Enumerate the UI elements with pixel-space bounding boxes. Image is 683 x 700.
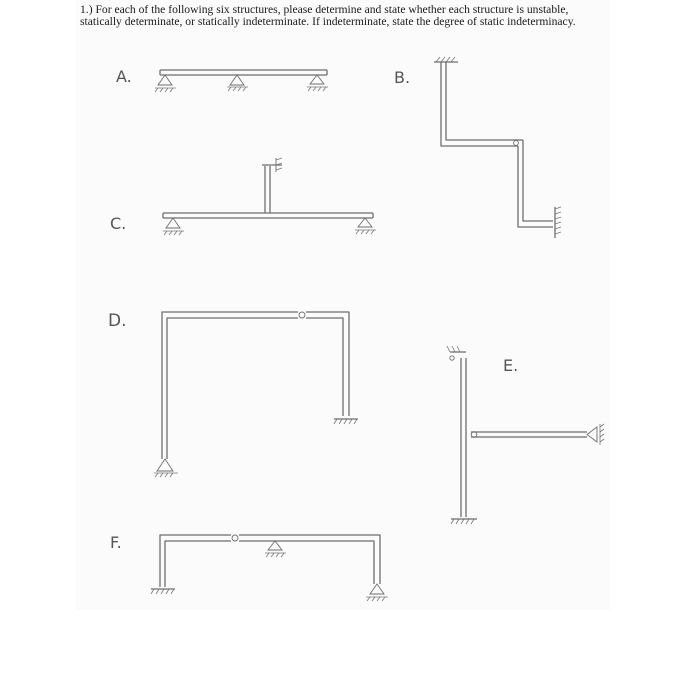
fixed-support-icon (151, 589, 175, 594)
label-f: F. (110, 533, 122, 552)
label-b: B. (394, 68, 411, 87)
beam-c (163, 166, 373, 218)
structure-c (110, 158, 376, 235)
roller-support-icon (155, 75, 176, 92)
frame-e (461, 358, 587, 517)
frame-f (160, 535, 380, 587)
hinge-icon (232, 535, 238, 541)
roller-support-icon (355, 218, 376, 234)
structure-d (108, 311, 358, 477)
pin-support-icon (366, 584, 388, 601)
hinge-icon (514, 141, 519, 146)
structure-f (110, 533, 388, 601)
structure-e (447, 346, 604, 524)
frame-d (162, 312, 349, 459)
frame-b (441, 62, 553, 227)
label-c: C. (110, 214, 127, 233)
pin-support-icon (227, 75, 248, 91)
hinge-icon (299, 312, 305, 318)
structure-b (394, 57, 561, 238)
pin-support-icon (587, 424, 604, 445)
question-text: 1.) For each of the following six structures, please determine and state whether each structure is unstable, statically determinate, or statically indeterminate. If indeterminate, state the degree of static indeterminacy. (80, 3, 576, 29)
label-a: A. (116, 67, 132, 86)
beam-a (160, 70, 327, 75)
label-e: E. (503, 356, 519, 375)
roller-support-icon (307, 75, 328, 91)
roller-support-icon (265, 541, 286, 557)
roller-support-icon (447, 346, 466, 360)
fixed-support-icon (451, 519, 477, 524)
pin-support-icon (163, 218, 184, 235)
fixed-support-icon (434, 57, 458, 62)
fixed-support-icon (555, 207, 561, 238)
structure-a (116, 67, 328, 92)
fixed-support-icon (334, 419, 358, 424)
pin-support-icon (154, 459, 178, 477)
label-d: D. (108, 311, 127, 331)
